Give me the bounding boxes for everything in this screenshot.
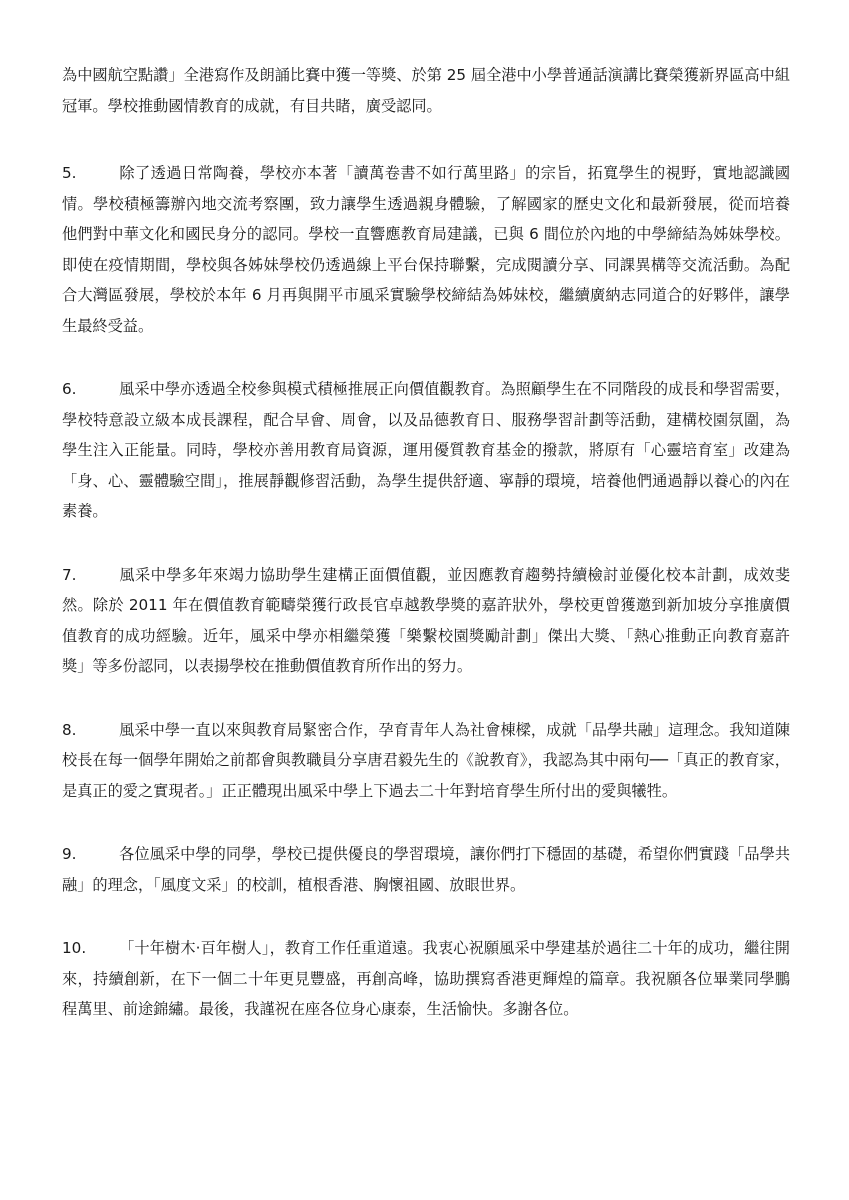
paragraph-6 [62, 374, 790, 527]
paragraph-number: 5. [62, 164, 77, 182]
paragraph-text: 「十年樹木‧百年樹人」，教育工作任重道遠。我衷心祝願風采中學建基於過往二十年的成功，繼往開來，持續創新，在下一個二十年更見豐盛，再創高峰，協助撰寫香港更輝煌的篇章。我祝願各位畢業同學鵬程萬里、前途錦繡。最後，我謹祝在座各位身心康泰，生活愉快。多謝各位。 [62, 939, 790, 1018]
paragraph-number: 7. [62, 565, 77, 584]
paragraph-text: 風采中學一直以來與教育局緊密合作，孕育青年人為社會棟樑，成就「品學共融」這理念。我知道陳校長在每一個學年開始之前都會與教職員分享唐君毅先生的《說教育》，我認為其中兩句──「真正的教育家，是真正的愛之實現者。」正正體現出風采中學上下過去二十年對培育學生所付出的愛與犧牲。 [62, 720, 790, 800]
paragraph-5 [62, 158, 790, 341]
paragraph-7 [62, 560, 790, 682]
paragraph-number: 6. [62, 380, 77, 398]
paragraph-text: 為中國航空點讚」全港寫作及朗誦比賽中獲一等獎、於第 25 屆全港中小學普通話演講比賽榮獲新界區高中組冠軍。學校推動國情教育的成就，有目共睹，廣受認同。 [62, 66, 790, 115]
paragraph-text: 風采中學亦透過全校參與模式積極推展正向價值觀教育。為照顧學生在不同階段的成長和學習需要，學校特意設立級本成長課程，配合早會、周會，以及品德教育日、服務學習計劃等活動，建構校園氛圍，為學生注入正能量。同時，學校亦善用教育局資源，運用優質教育基金的撥款，將原有「心靈培育室」改建為「身、心、靈體驗空間」，推展靜觀修習活動，為學生提供舒適、寧靜的環境，培養他們通過靜以養心的內在素養。 [62, 380, 790, 520]
speech-document [62, 60, 790, 1058]
paragraph-8 [62, 715, 790, 807]
paragraph-text: 風采中學多年來竭力協助學生建構正面價值觀，並因應教育趨勢持續檢討並優化校本計劃，成效斐然。除於 2011 年在價值教育範疇榮獲行政長官卓越教學獎的嘉許狀外，學校更曾獲邀到新加坡分享推廣價值教育的成功經驗。近年，風采中學亦相繼榮獲「樂繫校園獎勵計劃」傑出大獎、「熱心推動正向教育嘉許獎」等多份認同，以表揚學校在推動價值教育所作出的努力。 [62, 565, 790, 675]
paragraph-number: 10. [62, 939, 87, 957]
paragraph-number: 8. [62, 720, 77, 739]
paragraph-10 [62, 933, 790, 1025]
paragraph-number: 9. [62, 845, 77, 863]
paragraph-continued [62, 60, 790, 121]
paragraph-text: 各位風采中學的同學，學校已提供優良的學習環境，讓你們打下穩固的基礎，希望你們實踐「品學共融」的理念，「風度文采」的校訓，植根香港、胸懷祖國、放眼世界。 [62, 845, 790, 894]
paragraph-text: 除了透過日常陶養，學校亦本著「讀萬卷書不如行萬里路」的宗旨，拓寬學生的視野，實地認識國情。學校積極籌辦內地交流考察團，致力讓學生透過親身體驗，了解國家的歷史文化和最新發展，從而培養他們對中華文化和國民身分的認同。學校一直響應教育局建議，已與 6 間位於內地的中學締結為姊妹學校。即使在疫情期間，學校與各姊妹學校仍透過線上平台保持聯繫，完成閱讀分享、同課異構等交流活動。為配合大灣區發展，學校於本年 6 月再與開平市風采實驗學校締結為姊妹校，繼續廣納志同道合的好夥伴，讓學生最終受益。 [62, 164, 790, 335]
paragraph-9 [62, 839, 790, 900]
